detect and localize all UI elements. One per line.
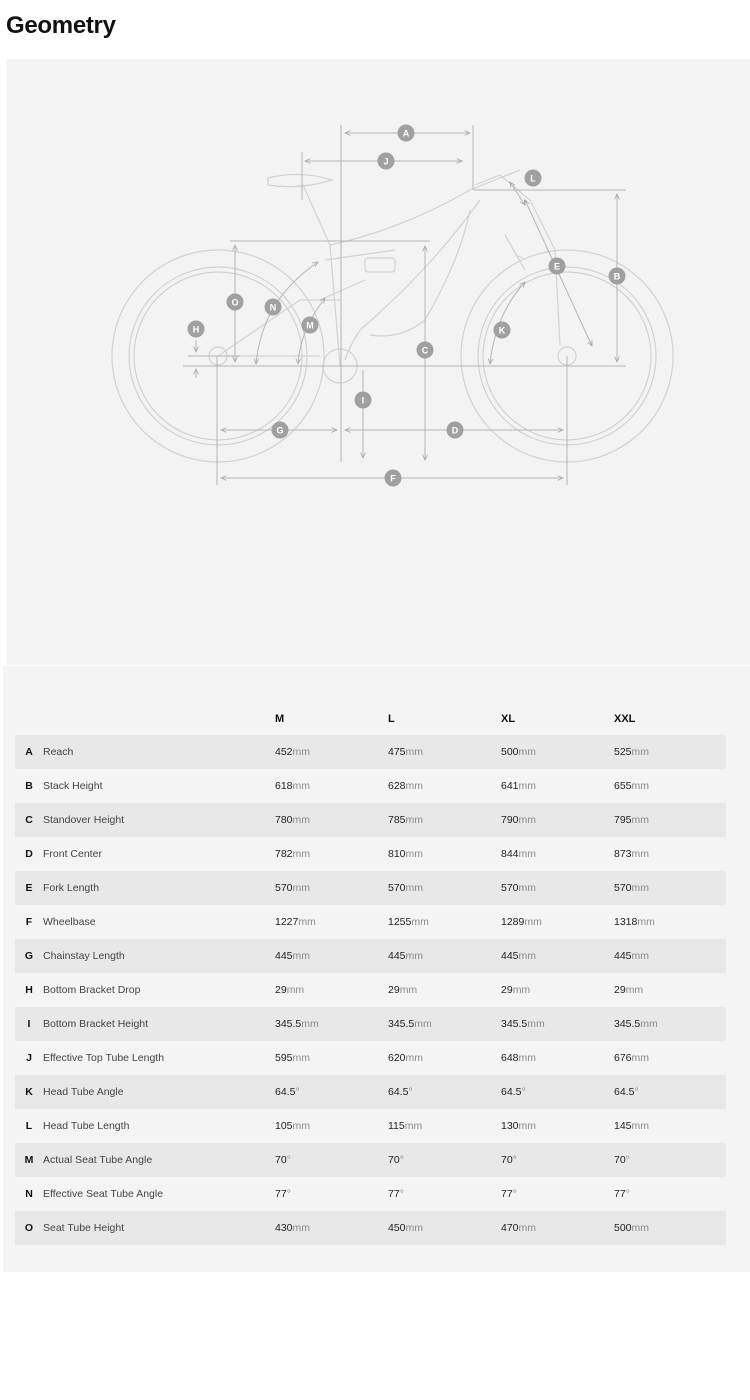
value-cell — [614, 1143, 726, 1177]
value-number: 64.5 — [388, 1086, 409, 1098]
value-number: 64.5 — [614, 1086, 635, 1098]
value-unit: ° — [286, 1154, 291, 1166]
row-key: D — [15, 837, 43, 871]
value-cell — [388, 837, 501, 871]
value-cell — [388, 905, 501, 939]
value-number: 790 — [501, 814, 519, 826]
value-unit: mm — [292, 882, 311, 894]
row-label: Bottom Bracket Height — [43, 1007, 275, 1041]
value-number: 77 — [388, 1188, 400, 1200]
value-number: 445 — [275, 950, 293, 962]
value-cell — [275, 769, 388, 803]
value-unit: mm — [292, 950, 311, 962]
row-label: Fork Length — [43, 871, 275, 905]
value-unit: mm — [399, 984, 418, 996]
value-unit: mm — [637, 916, 655, 928]
value-number: 785 — [388, 814, 406, 826]
value-number: 641 — [501, 780, 519, 792]
value-unit: mm — [411, 916, 429, 928]
value-unit: mm — [405, 882, 424, 894]
value-unit: mm — [631, 882, 650, 894]
marker-j-label: J — [383, 156, 389, 167]
value-cell — [388, 769, 501, 803]
marker-n-label: N — [269, 302, 277, 313]
value-number: 782 — [275, 848, 293, 860]
value-cell — [501, 1143, 614, 1177]
geometry-row-k — [15, 1075, 726, 1109]
row-key: F — [15, 905, 43, 939]
row-label: Bottom Bracket Drop — [43, 973, 275, 1007]
value-unit: mm — [292, 1222, 311, 1234]
value-number: 115 — [388, 1120, 405, 1132]
value-unit: ° — [286, 1188, 291, 1200]
value-number: 64.5 — [275, 1086, 296, 1098]
value-cell — [614, 769, 726, 803]
value-unit: mm — [518, 950, 537, 962]
header-spacer — [15, 702, 43, 735]
bike-outline — [112, 170, 673, 462]
geometry-row-a — [15, 735, 726, 769]
value-unit: mm — [518, 882, 537, 894]
row-label: Chainstay Length — [43, 939, 275, 973]
shock — [365, 258, 395, 272]
geometry-table — [15, 702, 726, 1245]
value-cell — [275, 1007, 388, 1041]
value-number: 345.5 — [388, 1018, 415, 1030]
row-label: Seat Tube Height — [43, 1211, 275, 1245]
row-label: Head Tube Length — [43, 1109, 275, 1143]
value-number: 345.5 — [501, 1018, 528, 1030]
value-number: 105 — [275, 1120, 293, 1132]
value-cell — [388, 1075, 501, 1109]
value-number: 525 — [614, 746, 632, 758]
value-cell — [501, 871, 614, 905]
geometry-row-c — [15, 803, 726, 837]
value-unit: mm — [631, 780, 650, 792]
row-key: H — [15, 973, 43, 1007]
fork — [475, 175, 560, 345]
size-header: L — [388, 712, 395, 725]
marker-e-label: E — [553, 261, 561, 272]
value-number: 452 — [275, 746, 293, 758]
row-key: G — [15, 939, 43, 973]
value-number: 345.5 — [614, 1018, 641, 1030]
value-number: 655 — [614, 780, 632, 792]
geometry-row-n — [15, 1177, 726, 1211]
value-cell — [614, 973, 726, 1007]
marker-k — [494, 322, 511, 339]
row-label: Actual Seat Tube Angle — [43, 1143, 275, 1177]
row-label: Effective Top Tube Length — [43, 1041, 275, 1075]
value-number: 77 — [275, 1188, 287, 1200]
value-number: 345.5 — [275, 1018, 302, 1030]
value-cell — [275, 1041, 388, 1075]
geometry-row-o — [15, 1211, 726, 1245]
value-unit: mm — [631, 848, 650, 860]
row-key: L — [15, 1109, 43, 1143]
value-unit: ° — [625, 1154, 630, 1166]
marker-i — [355, 392, 372, 409]
value-number: 145 — [614, 1120, 632, 1132]
value-number: 500 — [614, 1222, 632, 1234]
value-number: 570 — [275, 882, 293, 894]
value-number: 810 — [388, 848, 406, 860]
value-number: 77 — [614, 1188, 626, 1200]
marker-o — [227, 294, 244, 311]
value-cell — [388, 1211, 501, 1245]
value-cell — [614, 837, 726, 871]
value-number: 570 — [501, 882, 519, 894]
value-cell — [275, 1211, 388, 1245]
value-cell — [501, 973, 614, 1007]
value-cell — [388, 871, 501, 905]
value-unit: ° — [408, 1086, 413, 1098]
marker-c-label: C — [421, 345, 429, 356]
seat-tube — [303, 185, 340, 366]
value-cell — [614, 905, 726, 939]
value-number: 648 — [501, 1052, 519, 1064]
value-cell — [275, 1109, 388, 1143]
value-cell — [614, 871, 726, 905]
value-number: 500 — [501, 746, 519, 758]
marker-j — [378, 153, 395, 170]
marker-m — [302, 317, 319, 334]
marker-a-label: A — [402, 128, 410, 139]
value-cell — [501, 1075, 614, 1109]
row-key: B — [15, 769, 43, 803]
value-unit: mm — [292, 780, 311, 792]
top-tube — [330, 170, 520, 245]
value-number: 595 — [275, 1052, 293, 1064]
marker-a — [398, 125, 415, 142]
header-spacer-label — [43, 702, 275, 735]
row-key: O — [15, 1211, 43, 1245]
value-number: 570 — [614, 882, 632, 894]
geometry-row-i — [15, 1007, 726, 1041]
value-unit: mm — [292, 746, 311, 758]
value-cell — [275, 735, 388, 769]
row-key: M — [15, 1143, 43, 1177]
value-unit: ° — [512, 1188, 517, 1200]
value-cell — [501, 1211, 614, 1245]
geometry-row-m — [15, 1143, 726, 1177]
value-cell — [275, 1075, 388, 1109]
marker-h — [188, 321, 205, 338]
value-cell — [501, 1007, 614, 1041]
geometry-row-h — [15, 973, 726, 1007]
value-unit: mm — [292, 814, 311, 826]
row-key: A — [15, 735, 43, 769]
value-unit: mm — [631, 814, 650, 826]
value-unit: mm — [518, 814, 537, 826]
value-unit: mm — [405, 1052, 424, 1064]
value-cell — [275, 973, 388, 1007]
value-unit: mm — [405, 780, 424, 792]
geometry-row-e — [15, 871, 726, 905]
value-number: 676 — [614, 1052, 632, 1064]
value-unit: mm — [405, 814, 424, 826]
value-unit: mm — [518, 746, 537, 758]
row-label: Reach — [43, 735, 275, 769]
value-number: 844 — [501, 848, 519, 860]
value-number: 29 — [388, 984, 400, 996]
value-cell — [501, 1041, 614, 1075]
value-unit: mm — [298, 916, 316, 928]
size-header-row — [15, 702, 726, 735]
row-label: Effective Seat Tube Angle — [43, 1177, 275, 1211]
value-unit: mm — [524, 916, 542, 928]
value-number: 628 — [388, 780, 406, 792]
value-number: 29 — [275, 984, 287, 996]
value-cell — [275, 939, 388, 973]
value-cell — [614, 735, 726, 769]
value-cell — [388, 1007, 501, 1041]
value-number: 130 — [501, 1120, 519, 1132]
value-unit: mm — [405, 848, 424, 860]
value-number: 445 — [614, 950, 632, 962]
row-key: J — [15, 1041, 43, 1075]
marker-d — [447, 422, 464, 439]
value-unit: mm — [292, 1120, 311, 1132]
geometry-row-d — [15, 837, 726, 871]
value-unit: mm — [292, 1052, 311, 1064]
geometry-row-f — [15, 905, 726, 939]
saddle — [268, 174, 332, 186]
marker-l — [525, 170, 542, 187]
value-cell — [388, 939, 501, 973]
value-cell — [614, 939, 726, 973]
row-key: I — [15, 1007, 43, 1041]
value-number: 620 — [388, 1052, 406, 1064]
row-label: Front Center — [43, 837, 275, 871]
row-label: Wheelbase — [43, 905, 275, 939]
size-header: XXL — [614, 712, 636, 725]
row-label: Head Tube Angle — [43, 1075, 275, 1109]
value-number: 64.5 — [501, 1086, 522, 1098]
value-cell — [501, 939, 614, 973]
value-unit: mm — [286, 984, 305, 996]
value-unit: mm — [527, 1018, 545, 1030]
dimension-lines — [183, 125, 626, 485]
value-unit: mm — [518, 1222, 537, 1234]
value-number: 873 — [614, 848, 632, 860]
value-number: 445 — [501, 950, 519, 962]
marker-f-label: F — [390, 473, 396, 484]
value-number: 1227 — [275, 916, 299, 928]
row-key: N — [15, 1177, 43, 1211]
geometry-row-b — [15, 769, 726, 803]
geometry-row-l — [15, 1109, 726, 1143]
marker-b-label: B — [613, 271, 621, 282]
value-number: 1289 — [501, 916, 525, 928]
marker-o-label: O — [231, 297, 239, 308]
value-cell — [501, 905, 614, 939]
geometry-diagram — [7, 59, 750, 665]
value-cell — [388, 1041, 501, 1075]
down-tube — [345, 200, 480, 360]
geometry-table-panel — [3, 666, 750, 1272]
value-number: 1318 — [614, 916, 638, 928]
value-number: 29 — [614, 984, 626, 996]
value-cell — [614, 1075, 726, 1109]
value-cell — [388, 1109, 501, 1143]
value-cell — [501, 769, 614, 803]
marker-e — [549, 258, 566, 275]
value-cell — [388, 1177, 501, 1211]
value-cell — [501, 803, 614, 837]
value-cell — [614, 1007, 726, 1041]
value-unit: mm — [518, 848, 537, 860]
value-number: 1255 — [388, 916, 412, 928]
value-cell — [614, 1109, 726, 1143]
value-number: 445 — [388, 950, 406, 962]
value-unit: mm — [301, 1018, 319, 1030]
value-unit: mm — [631, 950, 650, 962]
size-header: XL — [501, 712, 516, 725]
value-cell — [501, 735, 614, 769]
value-unit: mm — [405, 950, 424, 962]
value-unit: mm — [405, 1222, 424, 1234]
value-unit: ° — [399, 1154, 404, 1166]
value-unit: mm — [631, 1052, 650, 1064]
marker-n — [265, 299, 282, 316]
marker-g-label: G — [276, 425, 284, 436]
value-unit: mm — [631, 746, 650, 758]
value-unit: ° — [634, 1086, 639, 1098]
value-unit: mm — [518, 1052, 537, 1064]
value-number: 70 — [388, 1154, 400, 1166]
value-unit: ° — [399, 1188, 404, 1200]
marker-g — [272, 422, 289, 439]
value-number: 70 — [275, 1154, 287, 1166]
value-unit: mm — [405, 746, 424, 758]
value-cell — [388, 735, 501, 769]
marker-d-label: D — [451, 425, 459, 436]
geometry-row-j — [15, 1041, 726, 1075]
value-unit: ° — [295, 1086, 300, 1098]
marker-f — [385, 470, 402, 487]
value-number: 77 — [501, 1188, 513, 1200]
marker-i-label: I — [361, 395, 365, 406]
row-key: E — [15, 871, 43, 905]
value-unit: mm — [631, 1222, 650, 1234]
value-unit: ° — [521, 1086, 526, 1098]
row-key: C — [15, 803, 43, 837]
value-unit: mm — [512, 984, 531, 996]
value-unit: mm — [625, 984, 644, 996]
value-unit: mm — [414, 1018, 432, 1030]
value-number: 29 — [501, 984, 513, 996]
value-number: 475 — [388, 746, 406, 758]
marker-h-label: H — [192, 324, 200, 335]
value-unit: ° — [625, 1188, 630, 1200]
value-unit: mm — [404, 1120, 423, 1132]
value-unit: mm — [640, 1018, 658, 1030]
value-number: 780 — [275, 814, 293, 826]
value-cell — [275, 1143, 388, 1177]
value-number: 430 — [275, 1222, 293, 1234]
value-unit: mm — [518, 1120, 537, 1132]
marker-l-label: L — [530, 173, 536, 184]
value-number: 70 — [501, 1154, 513, 1166]
size-header: M — [275, 712, 285, 725]
value-number: 470 — [501, 1222, 519, 1234]
row-label: Standover Height — [43, 803, 275, 837]
geometry-row-g — [15, 939, 726, 973]
page-title: Geometry — [6, 12, 116, 39]
value-number: 618 — [275, 780, 293, 792]
value-cell — [614, 1177, 726, 1211]
row-key: K — [15, 1075, 43, 1109]
value-cell — [275, 837, 388, 871]
marker-b — [609, 268, 626, 285]
value-cell — [501, 837, 614, 871]
value-number: 570 — [388, 882, 406, 894]
value-cell — [614, 803, 726, 837]
value-number: 70 — [614, 1154, 626, 1166]
marker-m-label: M — [306, 320, 314, 331]
value-cell — [275, 871, 388, 905]
marker-k-label: K — [498, 325, 506, 336]
value-cell — [614, 1211, 726, 1245]
value-unit: mm — [631, 1120, 650, 1132]
marker-c — [417, 342, 434, 359]
value-number: 450 — [388, 1222, 406, 1234]
value-cell — [388, 973, 501, 1007]
row-label: Stack Height — [43, 769, 275, 803]
value-unit: mm — [518, 780, 537, 792]
value-cell — [275, 1177, 388, 1211]
value-cell — [275, 803, 388, 837]
value-number: 795 — [614, 814, 632, 826]
value-unit: ° — [512, 1154, 517, 1166]
value-cell — [275, 905, 388, 939]
value-cell — [501, 1109, 614, 1143]
value-cell — [388, 803, 501, 837]
value-cell — [614, 1041, 726, 1075]
value-cell — [388, 1143, 501, 1177]
bike-geometry-drawing — [7, 59, 750, 665]
value-unit: mm — [292, 848, 311, 860]
value-cell — [501, 1177, 614, 1211]
